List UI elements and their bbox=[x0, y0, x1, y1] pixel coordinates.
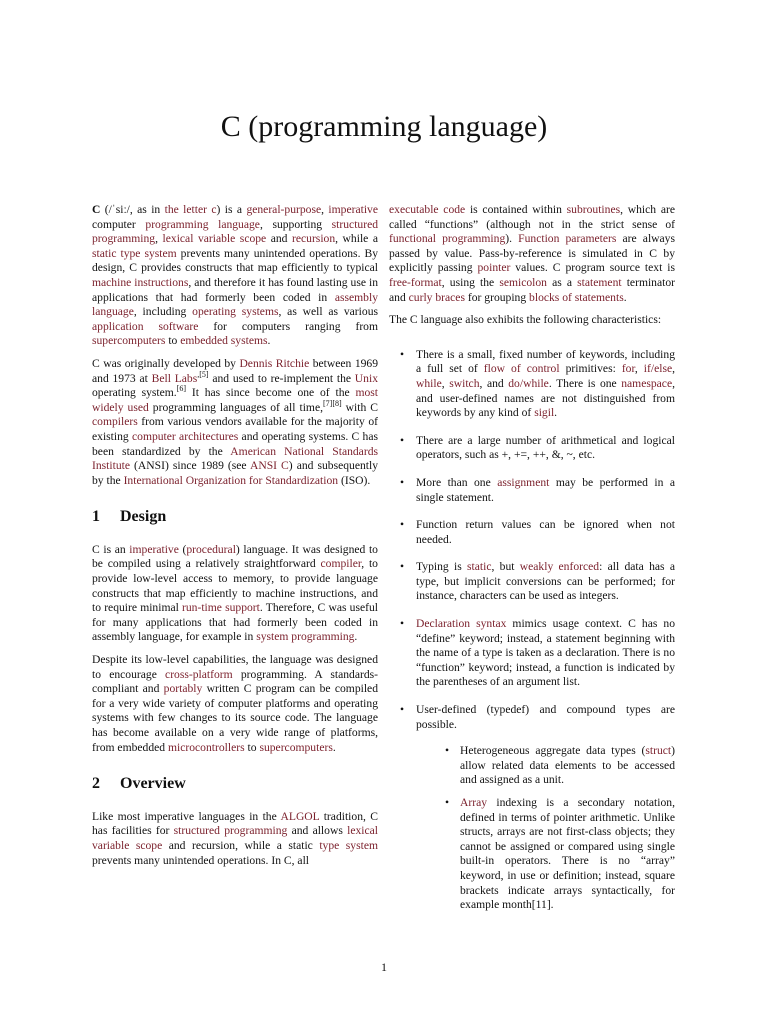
text-run: , bbox=[321, 203, 329, 216]
wiki-link[interactable]: flow of control bbox=[483, 362, 560, 376]
wiki-link[interactable]: Bell Labs bbox=[151, 371, 198, 385]
wiki-link[interactable]: run-time support bbox=[182, 601, 260, 615]
text-run: Typing is bbox=[416, 560, 467, 574]
wiki-link[interactable]: structured programming bbox=[173, 824, 288, 838]
text-run: may be performed in a single statement. bbox=[416, 475, 675, 504]
wiki-link[interactable]: semicolon bbox=[499, 275, 547, 289]
sub-list-item bbox=[416, 796, 675, 913]
citation-ref[interactable]: [7][8] bbox=[323, 398, 342, 408]
text-run: Like most imperative languages in the bbox=[92, 809, 281, 823]
text-run: , and bbox=[479, 376, 509, 390]
citation-ref[interactable]: ,[5] bbox=[197, 369, 209, 379]
text-run: to bbox=[165, 334, 181, 348]
text-run: ). bbox=[505, 232, 519, 246]
text-run: . bbox=[554, 406, 558, 420]
right-column bbox=[389, 203, 675, 926]
text-run: , and therefore it has found lasting use in applications that had formerly been coded in bbox=[92, 275, 378, 304]
text-run: C was originally developed by bbox=[92, 356, 240, 370]
wiki-link[interactable]: do/while bbox=[508, 376, 549, 390]
text-run: to bbox=[244, 740, 260, 754]
text-run: ) language. It was designed to be compiled using a relatively straightforward bbox=[92, 542, 378, 571]
wiki-link[interactable]: curly braces bbox=[408, 290, 465, 304]
text-run: values. C program source text is bbox=[510, 261, 675, 275]
section-heading-design bbox=[92, 510, 378, 525]
wiki-link[interactable]: weakly enforced bbox=[519, 560, 600, 574]
wiki-link[interactable]: machine instructions bbox=[92, 275, 189, 289]
text-run: , supporting bbox=[259, 217, 332, 231]
text-run: are always passed by value. Pass-by-reference is simulated in C by explicitly passing bbox=[389, 232, 675, 275]
design-paragraph-2 bbox=[92, 653, 378, 755]
text-run: for computers ranging from bbox=[198, 319, 378, 333]
wiki-link[interactable]: if/else bbox=[643, 362, 673, 376]
text-run: indexing is a secondary notation, defined in terms of pointer arithmetic. Unlike structs, arrays are not first-class objects; they cannot be assigned or compared using single built-in operators. There is no “array” keyword, in use or definition; instead, square brackets indicate arrays syntactically, for example month[11]. bbox=[460, 796, 675, 912]
wiki-link[interactable]: imperative bbox=[328, 203, 378, 216]
text-run: (/ˈsiː/, as in bbox=[100, 203, 165, 216]
wiki-link[interactable]: ALGOL bbox=[280, 809, 320, 823]
wiki-link[interactable]: operating systems bbox=[192, 305, 279, 319]
text-run: ( bbox=[178, 542, 187, 556]
wiki-link[interactable]: imperative bbox=[129, 542, 179, 556]
text-run: ) and subsequently by the bbox=[92, 459, 378, 487]
left-column bbox=[92, 203, 378, 876]
text-run: as a bbox=[546, 275, 578, 289]
text-run: , bbox=[672, 362, 676, 376]
text-run: , which are called “functions” (although not in the strict sense of bbox=[389, 203, 675, 231]
wiki-link[interactable]: compiler bbox=[320, 557, 362, 571]
wiki-link[interactable]: American National Standards Institute bbox=[92, 444, 378, 473]
wiki-link[interactable]: lexical variable scope bbox=[92, 824, 378, 852]
text-run: . bbox=[623, 290, 627, 304]
text-run: , as well as various bbox=[278, 305, 378, 319]
text-run: , including bbox=[133, 305, 193, 319]
text-run: Despite its low-level capabilities, the language was designed to encourage bbox=[92, 653, 378, 681]
wiki-link[interactable]: cross-platform bbox=[165, 667, 233, 681]
text-run: . Therefore, C was useful for many applications that had formerly been coded in assembly language, for example in bbox=[92, 601, 378, 644]
wiki-link[interactable]: general-purpose bbox=[246, 203, 322, 216]
list-item-text bbox=[416, 703, 675, 731]
wiki-link[interactable]: Function parameters bbox=[518, 232, 617, 246]
text-run: and bbox=[266, 232, 292, 246]
list-item bbox=[389, 518, 675, 547]
text-run: ) is a bbox=[216, 203, 247, 216]
list-item bbox=[389, 476, 675, 505]
text-run: More than one bbox=[416, 475, 498, 489]
list-item bbox=[389, 560, 675, 604]
wiki-link[interactable]: embedded systems bbox=[180, 334, 268, 348]
sub-list bbox=[416, 744, 675, 913]
intro-paragraph-2 bbox=[92, 357, 378, 488]
section-title: Overview bbox=[120, 775, 186, 793]
text-run: written C program can be compiled for a very wide variety of computer platforms and operating systems with few changes to its source code. The language has become available on a very wide range of platforms, from embedded bbox=[92, 682, 378, 754]
list-item bbox=[389, 348, 675, 421]
text-run: programming. A standards-compliant and bbox=[92, 667, 378, 696]
wiki-link[interactable]: pointer bbox=[477, 261, 511, 275]
text-run: , bbox=[155, 232, 163, 246]
wiki-link[interactable]: procedural bbox=[186, 542, 236, 556]
list-item bbox=[389, 617, 675, 690]
text-run: It has since become one of the bbox=[186, 386, 356, 400]
wiki-link[interactable]: programming language bbox=[145, 217, 260, 231]
wiki-link[interactable]: computer architectures bbox=[132, 429, 239, 443]
wiki-link[interactable]: Unix bbox=[354, 371, 378, 385]
wiki-link[interactable]: most widely used bbox=[92, 386, 378, 414]
text-run: , to provide low-level access to memory, to provide language constructs that map efficiently to machine instructions, and to require minimal bbox=[92, 557, 378, 615]
wiki-link[interactable]: while bbox=[416, 376, 442, 390]
wiki-link[interactable]: functional programming bbox=[389, 232, 506, 246]
wiki-link[interactable]: blocks of statements bbox=[529, 290, 624, 304]
text-run: between 1969 and 1973 at bbox=[92, 356, 379, 385]
list-item bbox=[389, 703, 675, 913]
wiki-link[interactable]: statement bbox=[577, 275, 622, 289]
wiki-link[interactable]: portably bbox=[163, 682, 203, 696]
text-run: with C bbox=[341, 400, 378, 414]
text-run: and recursion, while a static bbox=[162, 838, 320, 852]
text-run: , but bbox=[491, 560, 520, 574]
text-run: . bbox=[332, 740, 336, 754]
wiki-link[interactable]: recursion bbox=[292, 232, 336, 246]
text-run: and allows bbox=[287, 824, 348, 838]
wiki-link[interactable]: Dennis Ritchie bbox=[239, 356, 310, 370]
text-run: operating system. bbox=[92, 386, 177, 400]
text-run: tradition, C has facilities for bbox=[92, 809, 378, 838]
wiki-link[interactable]: switch bbox=[449, 376, 480, 390]
wiki-link[interactable]: assignment bbox=[497, 475, 550, 489]
wiki-link[interactable]: executable code bbox=[389, 203, 466, 216]
sub-list-item bbox=[416, 744, 675, 788]
text-run: . bbox=[267, 334, 271, 348]
section-number: 1 bbox=[92, 508, 100, 526]
wiki-link[interactable]: sigil bbox=[534, 406, 555, 420]
text-run: : all data has a type, but implicit conversions can be performed; for instance, characters can be used as integers. bbox=[416, 560, 675, 603]
wiki-link[interactable]: namespace bbox=[621, 376, 673, 390]
text-run: primitives: bbox=[559, 362, 622, 376]
section-number: 2 bbox=[92, 775, 100, 793]
wiki-link[interactable]: application software bbox=[92, 319, 199, 333]
text-run: . bbox=[354, 630, 358, 644]
text-run: There is a small, fixed number of keywords, including a full set of bbox=[416, 347, 675, 376]
wiki-link[interactable]: ANSI C bbox=[249, 459, 289, 473]
wiki-link[interactable]: structured programming bbox=[92, 217, 379, 246]
wiki-link[interactable]: Declaration syntax bbox=[416, 617, 507, 631]
text-run: (ANSI) since 1989 (see bbox=[130, 459, 250, 473]
wiki-link[interactable]: struct bbox=[645, 744, 672, 758]
wiki-link[interactable]: static bbox=[467, 560, 492, 574]
wiki-link[interactable]: subroutines bbox=[566, 203, 621, 216]
citation-ref[interactable]: [6] bbox=[176, 384, 187, 394]
text-run: , while a bbox=[335, 232, 378, 246]
wiki-link[interactable]: compilers bbox=[92, 415, 138, 429]
overview-paragraph-1 bbox=[92, 810, 378, 868]
wiki-link[interactable]: static type system bbox=[92, 246, 177, 260]
wiki-link[interactable]: free-format bbox=[389, 275, 442, 289]
text-run: computer bbox=[92, 217, 146, 231]
text-run: , using the bbox=[441, 275, 500, 289]
text-run: User-defined (typedef) and compound types are possible. bbox=[416, 703, 675, 731]
wiki-link[interactable]: type system bbox=[319, 838, 378, 852]
text-run: , bbox=[634, 362, 644, 376]
text-run: from various vendors available for the majority of existing bbox=[92, 415, 378, 443]
wiki-link[interactable]: International Organization for Standardization bbox=[123, 473, 339, 487]
wiki-link[interactable]: system programming bbox=[256, 630, 355, 644]
text-run: terminator and bbox=[389, 275, 676, 304]
wiki-link[interactable]: Array bbox=[460, 796, 488, 809]
wiki-link[interactable]: assembly language bbox=[92, 290, 378, 319]
wiki-link[interactable]: for bbox=[621, 362, 635, 376]
page-title: C (programming language) bbox=[220, 110, 548, 143]
overview-paragraph-1-continued bbox=[389, 203, 675, 305]
text-run: prevents many unintended operations. In C, all bbox=[92, 853, 310, 867]
wiki-link[interactable]: supercomputers bbox=[259, 740, 333, 754]
text-run: mimics usage context. C has no “define” keyword; instead, a statement beginning with the name of a type is taken as a declaration. There is no “function” keyword; instead, a function is indicated by the parentheses of an argument list. bbox=[416, 617, 675, 689]
text-run: and operating systems. C has been standardized by the bbox=[92, 429, 378, 458]
characteristics-list bbox=[389, 348, 675, 913]
section-heading-overview bbox=[92, 777, 378, 792]
text-run: is contained within bbox=[465, 203, 567, 216]
text-run: , and user-defined names are not distinguished from keywords by any kind of bbox=[416, 376, 675, 420]
text-run: prevents many unintended operations. By design, C provides constructs that map efficiently to typical bbox=[92, 246, 379, 275]
text-run: C is an bbox=[92, 542, 130, 556]
text-run: . There is one bbox=[548, 376, 622, 390]
text-run: and used to re-implement the bbox=[208, 371, 355, 385]
list-item bbox=[389, 434, 675, 463]
bold-term: C bbox=[92, 203, 101, 216]
text-run: Function return values can be ignored when not needed. bbox=[416, 518, 675, 546]
text-run: , bbox=[441, 376, 450, 390]
wiki-link[interactable]: microcontrollers bbox=[167, 740, 245, 754]
page-number: 1 bbox=[381, 960, 387, 974]
text-run: Heterogeneous aggregate data types ( bbox=[460, 744, 646, 758]
wiki-link[interactable]: supercomputers bbox=[92, 334, 166, 348]
overview-paragraph-2: The C language also exhibits the following characteristics: bbox=[389, 313, 662, 327]
design-paragraph-1 bbox=[92, 543, 378, 645]
text-run: for grouping bbox=[464, 290, 530, 304]
intro-paragraph-1 bbox=[92, 203, 378, 349]
text-run: There are a large number of arithmetical and logical operators, such as +, +=, ++, &, ~, etc. bbox=[416, 433, 675, 462]
section-title: Design bbox=[120, 508, 167, 526]
wiki-link[interactable]: lexical variable scope bbox=[162, 232, 267, 246]
text-run: ) allow related data elements to be accessed and assigned as a unit. bbox=[460, 744, 675, 787]
wiki-link[interactable]: the letter c bbox=[164, 203, 217, 216]
text-run: (ISO). bbox=[338, 473, 371, 487]
text-run: programming languages of all time, bbox=[148, 400, 323, 414]
